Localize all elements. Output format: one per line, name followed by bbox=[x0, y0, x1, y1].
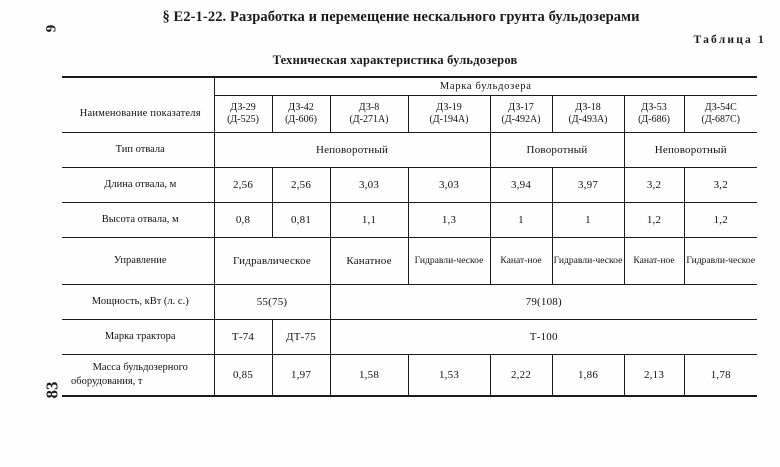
row-cell: 0,81 bbox=[272, 203, 330, 238]
row-cell: 1 bbox=[552, 203, 624, 238]
row-cell: 1,53 bbox=[408, 355, 490, 397]
table-row bbox=[62, 238, 757, 285]
column-model-2: ДЗ-8 bbox=[358, 102, 380, 114]
row-cell: 3,03 bbox=[408, 168, 490, 203]
bulldozer-spec-table bbox=[62, 76, 757, 397]
row-cell: Гидравли-ческое bbox=[408, 238, 490, 285]
column-model-3: ДЗ-19 bbox=[436, 102, 462, 114]
folio-number-bottom: 83 bbox=[42, 381, 62, 399]
row-cell: 3,94 bbox=[490, 168, 552, 203]
column-code-5: (Д-493А) bbox=[568, 114, 608, 125]
table-body bbox=[62, 77, 757, 396]
column-model-5: ДЗ-18 bbox=[575, 102, 601, 114]
row-cell: Гидравлическое bbox=[214, 238, 330, 285]
row-cell: Неповоротный bbox=[624, 133, 757, 168]
table-row bbox=[62, 133, 757, 168]
column-model-6: ДЗ-53 bbox=[641, 102, 667, 114]
row-cell: Поворотный bbox=[490, 133, 624, 168]
row-cell: 1,1 bbox=[330, 203, 408, 238]
column-header-6 bbox=[624, 96, 684, 133]
row-label: Высота отвала, м bbox=[62, 203, 214, 238]
row-cell: Канатное bbox=[330, 238, 408, 285]
column-model-1: ДЗ-42 bbox=[288, 102, 314, 114]
column-code-7: (Д-687С) bbox=[701, 114, 740, 125]
row-cell: Гидравли-ческое bbox=[684, 238, 757, 285]
row-cell: 2,13 bbox=[624, 355, 684, 397]
row-cell: 2,56 bbox=[214, 168, 272, 203]
row-cell: 3,97 bbox=[552, 168, 624, 203]
row-label: Тип отвала bbox=[62, 133, 214, 168]
column-header-1 bbox=[272, 96, 330, 133]
row-cell: Гидравли-ческое bbox=[552, 238, 624, 285]
row-label: Масса бульдозерного оборудования, т bbox=[62, 355, 214, 397]
row-cell: Канат-ное bbox=[624, 238, 684, 285]
row-cell: 55(75) bbox=[214, 285, 330, 320]
table-number-label: Таблица 1 bbox=[693, 34, 766, 46]
column-code-2: (Д-271А) bbox=[349, 114, 389, 125]
row-cell: 1,58 bbox=[330, 355, 408, 397]
table-caption: Техническая характеристика бульдозеров bbox=[272, 53, 518, 67]
column-header-5 bbox=[552, 96, 624, 133]
table-row bbox=[62, 168, 757, 203]
row-label: Мощность, кВт (л. с.) bbox=[62, 285, 214, 320]
table-row bbox=[62, 320, 757, 355]
row-cell: 1,78 bbox=[684, 355, 757, 397]
row-cell: Канат-ное bbox=[490, 238, 552, 285]
row-cell: 1,86 bbox=[552, 355, 624, 397]
row-cell: 0,8 bbox=[214, 203, 272, 238]
row-label: Управление bbox=[62, 238, 214, 285]
table-row bbox=[62, 285, 757, 320]
folio-number-top: 9 bbox=[43, 24, 60, 33]
row-cell: 3,03 bbox=[330, 168, 408, 203]
column-header-2 bbox=[330, 96, 408, 133]
row-cell: 3,2 bbox=[684, 168, 757, 203]
row-cell: 1,97 bbox=[272, 355, 330, 397]
column-code-3: (Д-194А) bbox=[429, 114, 469, 125]
row-cell: 3,2 bbox=[624, 168, 684, 203]
row-cell: ДТ-75 bbox=[272, 320, 330, 355]
row-cell: 1,3 bbox=[408, 203, 490, 238]
table-row bbox=[62, 203, 757, 238]
row-cell: Т-100 bbox=[330, 320, 757, 355]
column-header-4 bbox=[490, 96, 552, 133]
page-title: § Е2-1-22. Разработка и перемещение нескального грунта бульдозерами bbox=[162, 9, 640, 25]
column-code-4: (Д-492А) bbox=[501, 114, 541, 125]
row-cell: 2,56 bbox=[272, 168, 330, 203]
header-spacer-cell bbox=[62, 77, 214, 96]
spec-table-container bbox=[62, 76, 756, 397]
column-code-6: (Д-686) bbox=[638, 114, 670, 125]
column-model-7: ДЗ-54С bbox=[704, 102, 737, 114]
column-model-4: ДЗ-17 bbox=[508, 102, 534, 114]
column-header-3 bbox=[408, 96, 490, 133]
column-header-0 bbox=[214, 96, 272, 133]
column-header-7 bbox=[684, 96, 757, 133]
row-cell: Неповоротный bbox=[214, 133, 490, 168]
row-label: Длина отвала, м bbox=[62, 168, 214, 203]
column-code-1: (Д-606) bbox=[285, 114, 317, 125]
row-label: Марка трактора bbox=[62, 320, 214, 355]
row-cell: 1,2 bbox=[624, 203, 684, 238]
row-cell: Т-74 bbox=[214, 320, 272, 355]
row-cell: 0,85 bbox=[214, 355, 272, 397]
row-cell: 1 bbox=[490, 203, 552, 238]
row-cell: 79(108) bbox=[330, 285, 757, 320]
row-cell: 1,2 bbox=[684, 203, 757, 238]
table-header-columns-row bbox=[62, 96, 757, 133]
group-header-marka: Марка бульдозера bbox=[214, 77, 757, 96]
column-code-0: (Д-525) bbox=[227, 114, 259, 125]
row-cell: 2,22 bbox=[490, 355, 552, 397]
row-label-header: Наименование показателя bbox=[79, 107, 201, 119]
table-header-group-row bbox=[62, 77, 757, 96]
column-model-0: ДЗ-29 bbox=[230, 102, 256, 114]
table-row bbox=[62, 355, 757, 397]
